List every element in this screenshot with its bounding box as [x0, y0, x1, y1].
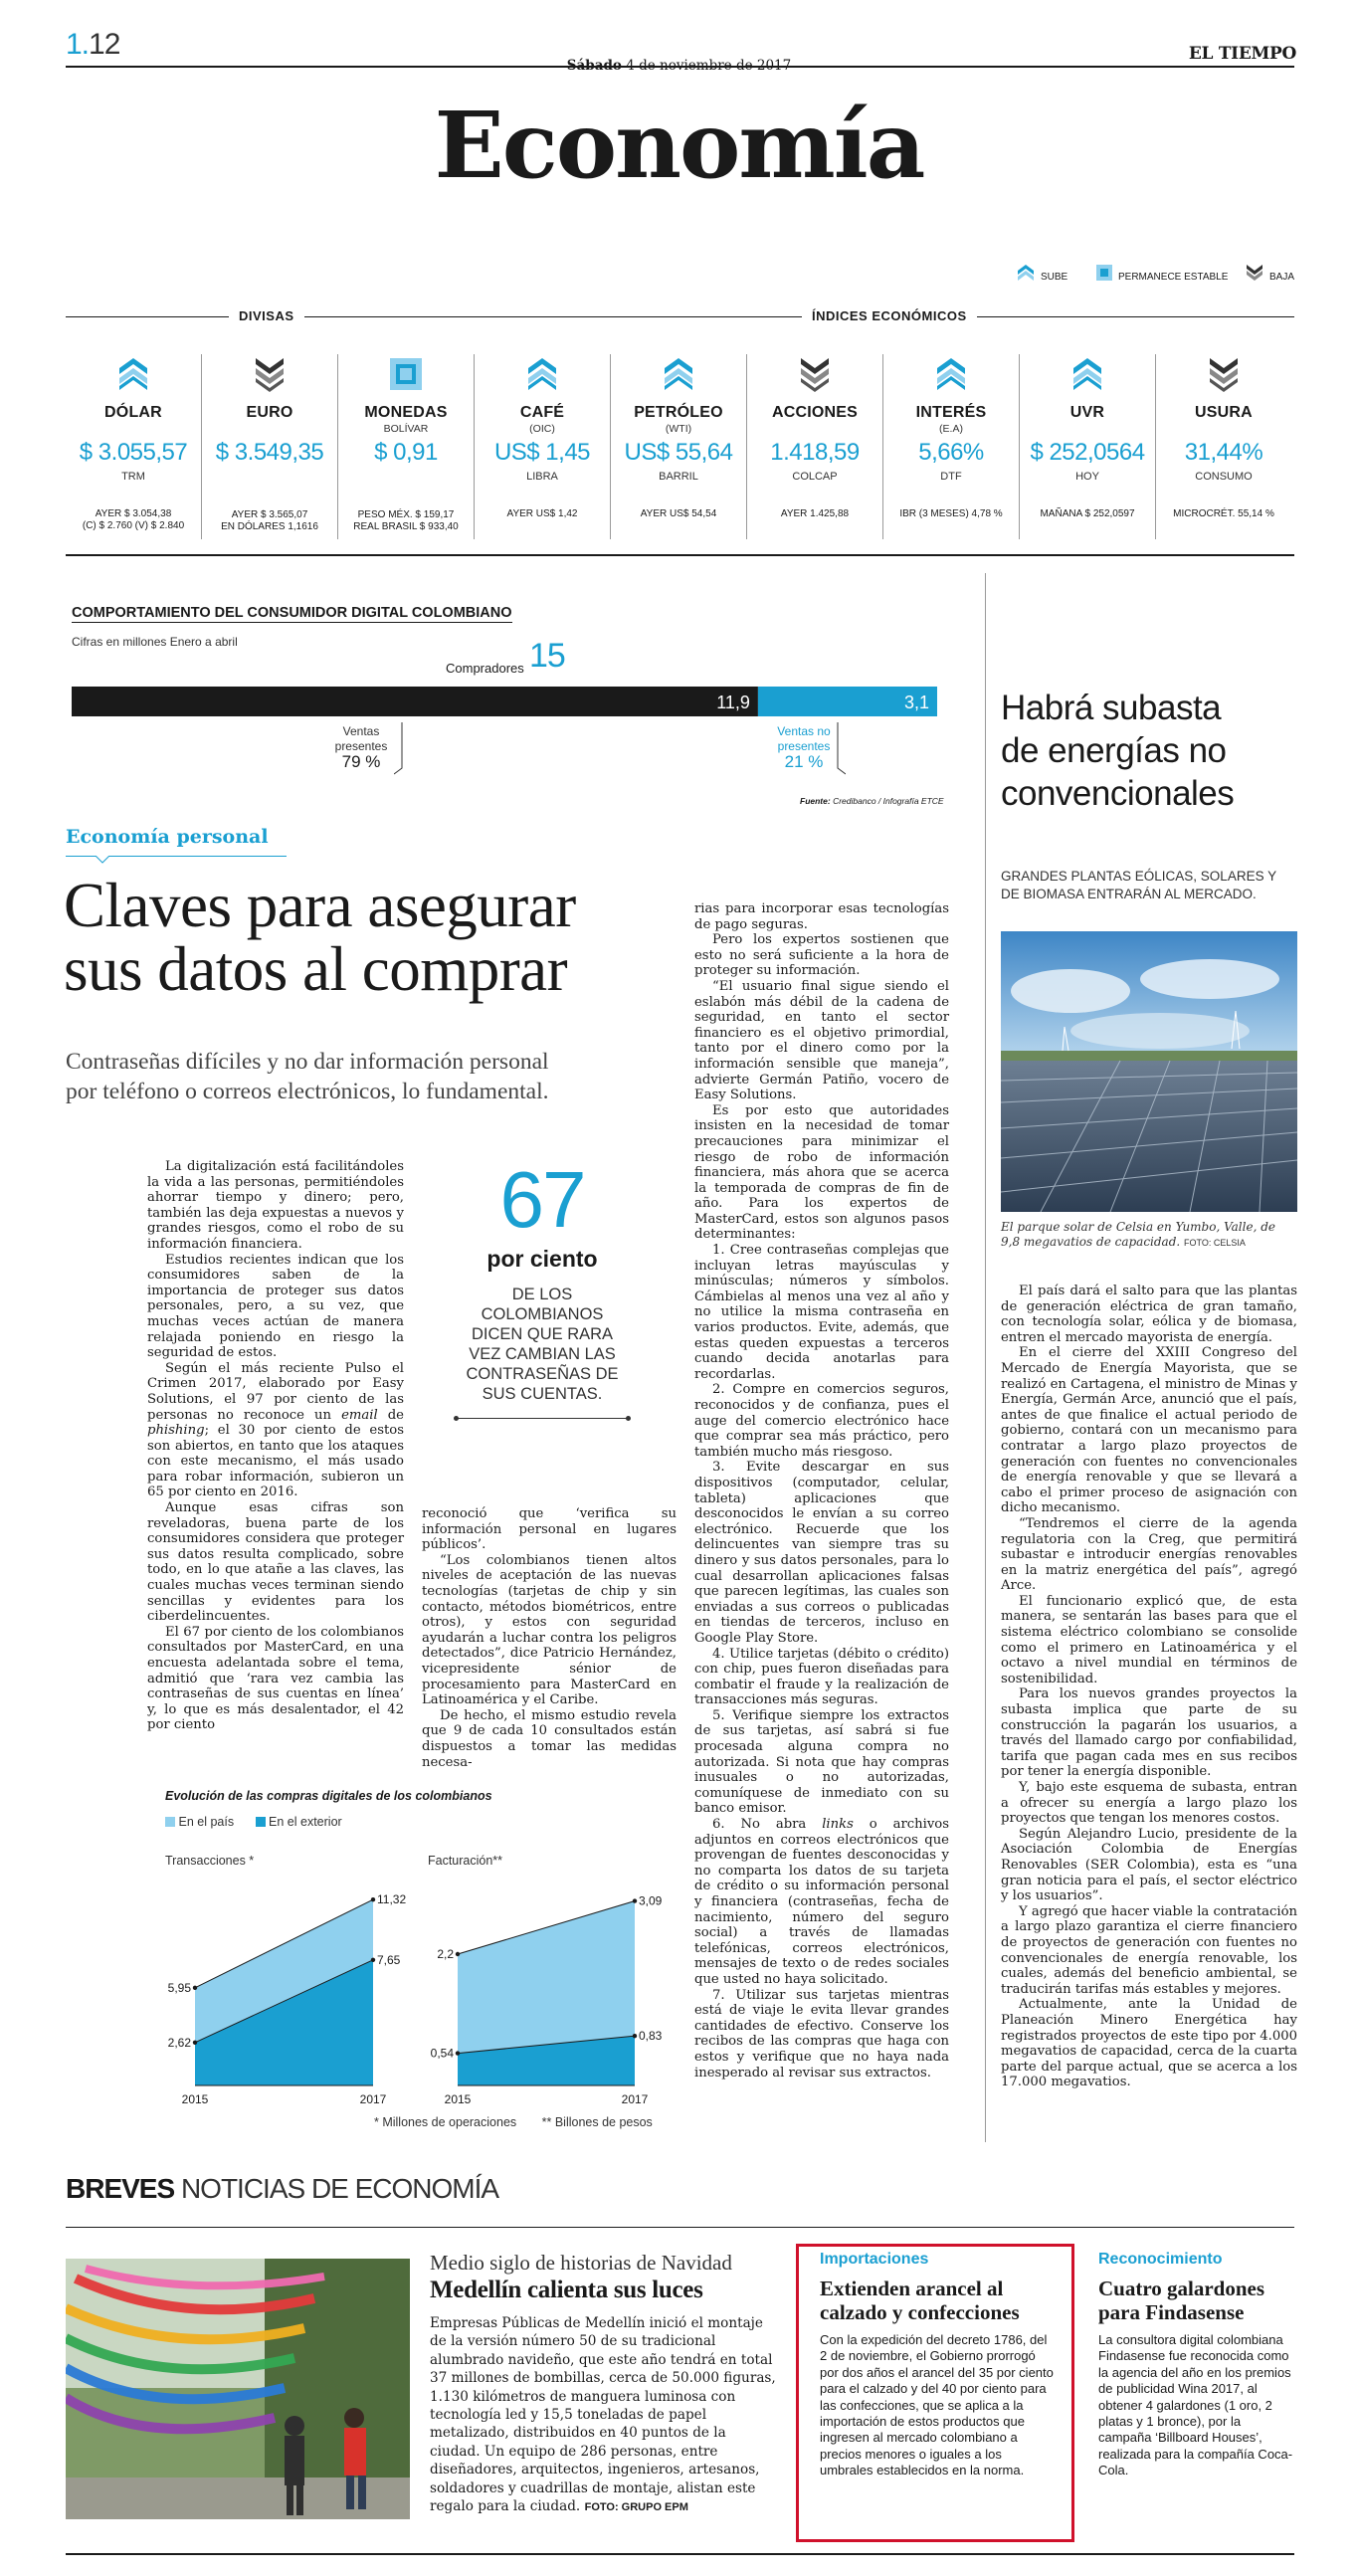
- indicator-name: USURA: [1195, 404, 1253, 421]
- indicator-value: 1.418,59: [770, 439, 860, 466]
- pull-quote-rule: [457, 1418, 628, 1419]
- legend-swatch-pais: [165, 1817, 175, 1827]
- col3-paragraph-8: 4. Utilice tarjetas (débito o crédito) con chip, pues fueron diseñadas para combatir el fraude y la realización de transacciones más seguras.: [694, 1646, 949, 1708]
- point-exterior-1-1: [633, 2034, 637, 2038]
- indicator-value: $ 252,0564: [1030, 439, 1145, 466]
- indices-label: [802, 308, 977, 323]
- indicator-name: PETRÓLEO: [634, 404, 723, 421]
- sidebar-deck: GRANDES PLANTAS EÓLICAS, SOLARES Y DE BIOMASA ENTRARÁN AL MERCADO.: [1001, 869, 1277, 901]
- consumer-bar-chart: [72, 687, 937, 722]
- tick-start-1: 2015: [444, 2092, 472, 2106]
- sidebar-paragraph-2: En el cierre del XXIII Congreso del Mercado de Energía Mayorista, que se realizó en Cartagena, el ministro de Minas y Energía, Germán Arce, anunció que el país, antes de que finalice el actual periodo de gobierno, contará con un mecanismo para contratar a largo plazo proyectos de generación con fuentes no convencionales de energía renovable y que se llevará a cabo el primer proceso de asignación con dicho mecanismo.: [1001, 1345, 1297, 1516]
- footer-rule: [66, 2553, 1294, 2555]
- indicator-foot: [338, 509, 474, 533]
- indicator-sub: [1156, 423, 1291, 435]
- present-sales-value: 11,9: [716, 693, 750, 712]
- article-column-2: [422, 1506, 677, 1770]
- down-arrow-icon: [795, 354, 835, 394]
- point-total-0-0: [193, 1986, 197, 1990]
- deck-line1: Contraseñas difíciles y no dar información personal: [66, 1049, 549, 1075]
- issue-date-day: Sábado: [566, 58, 622, 74]
- col2-paragraph-2: “Los colombianos tienen altos niveles de aceptación de las nuevas tecnologías (tarjetas de chip y sin contacto, métodos biométricos, entre otros), y estos con seguridad ayudarán a luchar contra los peligros detectados”, dice Patricio Hernández, vicepresidente sénior de procesamiento para MasterCard en Latinoamérica y el Caribe.: [422, 1552, 677, 1708]
- indicator-euro: [202, 354, 337, 533]
- headline-line2: sus datos al comprar: [64, 934, 568, 1004]
- indicator-divider: [474, 354, 475, 539]
- col1-paragraph-4: Aunque esas cifras son reveladoras, buena parte de los consumidores considera que proteger sus datos resulta complicado, sobre todo, en lo que atañe a las claves, las cuales muchas veces terminan siendo sencillas y evidentes para los ciberdelincuentes.: [147, 1500, 404, 1625]
- indicator-unit: DTF: [940, 471, 962, 483]
- indicator-divider: [1019, 354, 1020, 539]
- present-pct: 79 %: [341, 752, 381, 771]
- panel-title-0: Transacciones *: [165, 1854, 255, 1868]
- brief3-kicker: Reconocimiento: [1098, 2251, 1223, 2268]
- indicator-foot-line1: AYER US$ 1,42: [506, 508, 578, 519]
- col3-paragraph-6: 2. Compre en comercios seguros, reconocidos y de confianza, pues el auge del comercio electrónico hace que comprar sea más práctico, pero también mucho más riesgoso.: [694, 1382, 949, 1460]
- present-sales-bar: [72, 687, 758, 716]
- down-arrow-icon: [1246, 263, 1263, 283]
- indicator-sub: (E.A): [939, 423, 963, 435]
- buyers-value: 15: [529, 637, 565, 675]
- up-arrow-icon: [659, 354, 698, 394]
- sidebar-headline-line1: Habrá subasta: [1001, 689, 1222, 727]
- indicator-foot-line1: AYER $ 3.054,38: [95, 508, 172, 519]
- indicator-foot: [475, 508, 610, 520]
- brief2-text: Con la expedición del decreto 1786, del 2 de noviembre, el Gobierno prorrogó por dos años el arancel del 35 por ciento para el calzado y del 40 por ciento para las confecciones, que se aplica a la importación de estos productos que ingresen al mercado colombiano a precios menores o iguales a los umbrales establecidos en la norma.: [820, 2332, 1054, 2478]
- sidebar-paragraph-5: Para los nuevos grandes proyectos la subasta implica que parte de su construcción la pagarán los usuarios, a través del llamado cargo por confiabilidad, tarifa que pagan cada mes en sus recibos por tener la energía disponible.: [1001, 1686, 1297, 1780]
- indicator-sub: [202, 423, 337, 435]
- label-total-start-1: 2,2: [437, 1947, 454, 1961]
- indicator-sub: [66, 423, 201, 435]
- nonpresent-pointer: [834, 722, 846, 782]
- pull-quote-number: 67: [499, 1155, 585, 1244]
- section-title: Economía: [434, 92, 924, 199]
- label-total-start-0: 5,95: [167, 1980, 191, 1995]
- sidebar-headline-line3: convencionales: [1001, 774, 1235, 813]
- masthead: EL TIEMPO: [1188, 44, 1296, 64]
- down-arrow-icon: [250, 354, 290, 394]
- sidebar-paragraph-6: Y, bajo este esquema de subasta, entran a ofrecer su energía a largo plazo los proyectos que tengan los menores costos.: [1001, 1780, 1297, 1827]
- indicator-name: INTERÉS: [915, 404, 987, 421]
- indicator-value: US$ 1,45: [493, 439, 591, 466]
- area-note-1: * Millones de operaciones: [374, 2115, 517, 2129]
- label-total-end-1: 3,09: [639, 1893, 663, 1908]
- indicator-unit: TRM: [121, 471, 145, 483]
- indicator-name: EURO: [246, 404, 293, 421]
- indicator-value: US$ 55,64: [624, 439, 733, 466]
- col3-paragraph-5: 1. Cree contraseñas complejas que incluyan letras mayúsculas y minúsculas; números y símbolos. Cámbielas al menos una vez al año y no utilice la misma contraseña en varios productos. Evite, además, que estas queden expuestas a terceros cuando decida anotarlas para recordarlas.: [694, 1243, 949, 1382]
- indicator-foot-line2: EN DÓLARES 1,1616: [221, 521, 318, 532]
- col1-paragraph-1: La digitalización está facilitándoles la vida a las personas, permitiéndoles ahorrar tiempo y dinero; pero, también las deja expuestas a nuevos y grandes riesgos, como el robo de su información financiera.: [147, 1159, 404, 1252]
- indicator-unit: HOY: [1075, 471, 1099, 483]
- present-sales-label: [328, 724, 394, 769]
- photo-caption: [1001, 1220, 1297, 1251]
- indicator-unit: LIBRA: [526, 471, 558, 483]
- point-exterior-0-0: [193, 2041, 197, 2045]
- indicator-foot-line1: AYER $ 3.565,07: [231, 509, 308, 520]
- up-arrow-icon: [1017, 263, 1035, 283]
- page-number: [66, 28, 119, 62]
- sidebar-paragraph-4: El funcionario explicó que, de esta manera, se sentarán las bases para que el sistema eléctrico colombiano se consolide como el primero en Latinoamérica y el octavo a nivel mundial en términos de sostenibilidad.: [1001, 1593, 1297, 1686]
- up-arrow-icon: [931, 354, 971, 394]
- consumer-source-label: Fuente:: [800, 796, 831, 806]
- col3-paragraph-2: Pero los expertos sostienen que esto no será suficiente a la hora de proteger su información.: [694, 932, 949, 979]
- sidebar-headline-line2: de energías no: [1001, 731, 1227, 770]
- tick-end-1: 2017: [621, 2092, 649, 2106]
- indicator-foot: [1020, 508, 1155, 520]
- label-exterior-start-0: 2,62: [167, 2035, 191, 2050]
- nonpresent-sales-value: 3,1: [903, 693, 929, 712]
- sidebar-paragraph-9: Actualmente, ante la Unidad de Planeación Minero Energética hay registrados proyectos de este tipo por 4.000 megavatios de capacidad, cerca de la cuarta parte del parque actual, que se acerca a los 17.000 megavatios.: [1001, 1997, 1297, 2090]
- photo-credit: FOTO: CELSIA: [1184, 1238, 1246, 1248]
- indicator-foot-line1: AYER 1.425,88: [780, 508, 850, 519]
- deck-line2: por teléfono o correos electrónicos, lo fundamental.: [66, 1079, 549, 1104]
- indicator-café: [475, 354, 610, 520]
- point-exterior-0-1: [371, 1958, 375, 1962]
- label-exterior-end-1: 0,83: [639, 2029, 663, 2044]
- brief2-title: Extienden arancel al calzado y confecciones: [820, 2277, 1020, 2324]
- article-headline: [64, 871, 576, 1004]
- page-number-prefix: 1.: [66, 28, 90, 61]
- sidebar-paragraph-3: “Tendremos el cierre de la agenda regulatoria con la Creg, que permitirá subastar e introducir energías renovables en la matriz energética del país”, agregó Arce.: [1001, 1515, 1297, 1594]
- area-chart-title: Evolución de las compras digitales de los colombianos: [165, 1789, 492, 1803]
- indicator-interés: [883, 354, 1019, 520]
- sidebar-paragraph-1: El país dará el salto para que las plantas de generación eléctrica de gran tamaño, con tecnología solar, eólica y de biomasa, entren el mercado mayorista de energía.: [1001, 1284, 1297, 1345]
- sidebar-paragraph-8: Y agregó que hacer viable la contratación a largo plazo garantiza el cierre financiero de proyectos de generación con fuentes no convencionales de energía renovable, los cuales, además del beneficio ambiental, se traducirán tarifas más estables y mejores.: [1001, 1903, 1297, 1997]
- indicator-foot: [66, 508, 201, 532]
- indicator-unit: [202, 471, 337, 484]
- indicator-value: 31,44%: [1184, 439, 1263, 466]
- col3-paragraph-1: rias para incorporar esas tecnologías de pago seguras.: [694, 901, 949, 932]
- indicator-value: $ 3.055,57: [79, 439, 188, 466]
- area-chart-legend: [165, 1815, 342, 1829]
- indicator-uvr: [1020, 354, 1155, 520]
- indicator-monedas: [338, 354, 474, 533]
- indicator-foot-line1: MICROCRÉT. 55,14 %: [1173, 508, 1274, 519]
- indicator-foot-line1: MAÑANA $ 252,0597: [1040, 508, 1135, 519]
- indicator-dólar: [66, 354, 201, 532]
- panel-title-1: Facturación**: [428, 1854, 503, 1868]
- up-arrow-icon: [113, 354, 153, 394]
- nonpresent-pct: 21 %: [784, 752, 824, 771]
- indicator-sub: [1020, 423, 1155, 435]
- brief1-kicker: Medio siglo de historias de Navidad: [430, 2251, 732, 2275]
- point-total-0-1: [371, 1897, 375, 1901]
- tick-end-0: 2017: [359, 2092, 387, 2106]
- indicator-name: MONEDAS: [364, 404, 448, 421]
- indicator-unit: COLCAP: [792, 471, 838, 483]
- brief1-body: Empresas Públicas de Medellín inició el montaje de la versión número 50 de su tradicional alumbrado navideño, que este año tendrá en total 37 millones de bombillas, cerca de 50.000 figuras, 1.130 kilómetros de manguera luminosa con tecnología led y 15,5 toneladas de papel metalizado, distribuidos en 40 puntos de la ciudad. Un equipo de 286 personas, entre diseñadores, arquitectos, ingenieros, artesanos, soldadores y cuadrillas de montaje, alistan este regalo para la ciudad.: [430, 2315, 776, 2515]
- nonpresent-sales-label: [768, 724, 840, 769]
- indicator-sub: [747, 423, 882, 435]
- issue-date-rest: 4 de noviembre de 2017: [626, 58, 792, 74]
- indicator-value: $ 0,91: [374, 439, 438, 466]
- buyers-label: Compradores: [446, 661, 524, 676]
- kicker-notch: [96, 856, 109, 864]
- sidebar-headline: [1001, 687, 1234, 815]
- divisas-label-text: DIVISAS: [239, 308, 294, 323]
- col2-paragraph-3: De hecho, el mismo estudio revela que 9 de cada 10 consultados están dispuestos a tomar las medidas necesa-: [422, 1707, 677, 1770]
- indicator-unit: BARRIL: [659, 471, 698, 483]
- col1-paragraph-3: Según el más reciente Pulso el Crimen 2017, elaborado por Easy Solutions, el 97 por ciento de las personas no reconoce un email de phishing; el 30 por ciento de estos son abiertos, en tanto que los ataques con este mecanismo, el más usado para robar información, subieron un 65 por ciento en 2016.: [147, 1360, 404, 1500]
- indicator-unit: [338, 471, 474, 484]
- solar-park-photo: [1001, 931, 1297, 1212]
- sidebar-paragraph-7: Según Alejandro Lucio, presidente de la Asociación Colombia de Energías Renovables (SER Colombia), esta es “una gran noticia para el país, el sector eléctrico y los usuarios”.: [1001, 1826, 1297, 1904]
- consumer-source-text: Credibanco / Infografía ETCE: [833, 796, 944, 806]
- indicator-foot-line1: PESO MÉX. $ 159,17: [357, 509, 455, 520]
- medellin-lights-photo: [66, 2259, 410, 2519]
- indicators-bottom-rule: [66, 554, 1294, 556]
- nonpresent-label-line2: presentes: [777, 739, 831, 753]
- briefs-rule: [66, 2227, 1294, 2228]
- indicator-usura: [1156, 354, 1291, 520]
- briefs-label-bold: BREVES: [66, 2173, 175, 2204]
- indicator-sub: (WTI): [665, 423, 692, 435]
- indicator-foot-line1: AYER US$ 54,54: [640, 508, 717, 519]
- indicator-unit: CONSUMO: [1195, 471, 1253, 483]
- indicator-foot-line1: IBR (3 MESES) 4,78 %: [899, 508, 1003, 519]
- indicator-foot-line2: (C) $ 2.760 (V) $ 2.840: [82, 520, 185, 531]
- indicator-foot: [202, 509, 337, 533]
- indicator-foot: [1156, 508, 1291, 520]
- point-total-1-0: [456, 1952, 460, 1956]
- up-arrow-icon: [522, 354, 562, 394]
- nonpresent-label-line1: Ventas no: [777, 724, 831, 738]
- indicator-value: $ 3.549,35: [215, 439, 324, 466]
- brief1-title: Medellín calienta sus luces: [430, 2277, 703, 2303]
- indicator-divider: [201, 354, 202, 539]
- article-column-1: [147, 1159, 404, 1733]
- brief3-text: La consultora digital colombiana Findasense fue reconocida como la agencia del año en los premios de publicidad Wina 2017, al obtener 4 galardones (1 oro, 2 platas y 1 bronce), por la campaña ‘Billboard Houses’, realizada para la compañía Coca-Cola.: [1098, 2332, 1293, 2478]
- label-total-end-0: 11,32: [377, 1892, 407, 1907]
- indicator-foot: [747, 508, 882, 520]
- legend-label-exterior: En el exterior: [269, 1815, 342, 1829]
- issue-date: [0, 58, 1358, 74]
- indicator-divider: [610, 354, 611, 539]
- brief3-title: Cuatro galardones para Findasense: [1098, 2277, 1265, 2324]
- indicator-name: DÓLAR: [104, 404, 162, 421]
- consumer-source: [800, 796, 944, 806]
- article-column-3: [694, 901, 949, 2081]
- indicator-name: ACCIONES: [771, 404, 859, 421]
- brief1-text: [430, 2314, 778, 2516]
- point-total-1-1: [633, 1898, 637, 1902]
- indicator-foot-line2: REAL BRASIL $ 933,40: [353, 521, 459, 532]
- present-pointer: [394, 722, 406, 782]
- area-chart-notes: [374, 2115, 653, 2129]
- indicator-foot: [611, 508, 746, 520]
- indicator-name: UVR: [1069, 404, 1105, 421]
- legend-stable-label: PERMANECE ESTABLE: [1118, 272, 1229, 283]
- up-arrow-icon: [1067, 354, 1107, 394]
- legend-label-pais: En el país: [178, 1815, 235, 1829]
- col2-paragraph-1: reconoció que ‘verifica su información personal en lugares públicos’.: [422, 1506, 677, 1553]
- indicator-name: CAFÉ: [519, 404, 565, 421]
- indicator-sub: BOLÍVAR: [383, 423, 429, 435]
- indices-label-text: ÍNDICES ECONÓMICOS: [812, 308, 967, 323]
- col3-paragraph-11: 7. Utilizar sus tarjetas mientras está de viaje le evita llevar grandes cantidades de efectivo. Conserve los recibos de las compras que haga con estos y verifique que no haya nada inesperado al revisar sus extractos.: [694, 1987, 949, 2081]
- sidebar-body: [1001, 1284, 1297, 2090]
- present-label-line2: presentes: [334, 739, 388, 753]
- tick-start-0: 2015: [181, 2092, 209, 2106]
- col3-paragraph-10: 6. No abra links o archivos adjuntos en correos electrónicos que provengan de fuentes desconocidas y no comparta los datos de su tarjeta de crédito o su información personal y financiera (contraseñas, fecha de nacimiento, número del seguro social) a través de llamadas telefónicas, correos electrónicos, mensajes de texto o de redes sociales que usted no haya solicitado.: [694, 1817, 950, 1987]
- indicator-divider: [1155, 354, 1156, 539]
- consumer-chart-subtitle: Cifras en millones Enero a abril: [72, 635, 238, 649]
- legend-down-label: BAJA: [1269, 272, 1295, 283]
- label-exterior-start-1: 0,54: [430, 2046, 454, 2061]
- brief2-kicker: Importaciones: [820, 2251, 929, 2268]
- sidebar-divider: [985, 573, 986, 2142]
- down-arrow-icon: [1204, 354, 1244, 394]
- indicator-divider: [337, 354, 338, 539]
- article-kicker: Economía personal: [66, 826, 269, 848]
- col3-paragraph-7: 3. Evite descargar en sus dispositivos (computador, celular, tableta) aplicaciones que desconocidos le envían a su correo electrónico. Recuerde que los delincuentes van siempre tras su dinero y sus datos personales, para lo cual desarrollan aplicaciones falsas que parecen legítimas, las cuales son enviadas a sus correos o publicadas en tiendas de terceros, incluso en Google Play Store.: [694, 1460, 949, 1646]
- photo-caption-text: El parque solar de Celsia en Yumbo, Valle, de 9,8 megavatios de capacidad.: [1001, 1220, 1275, 1249]
- indicator-foot: [883, 508, 1019, 520]
- divisas-label: [229, 308, 304, 323]
- stable-square-icon: [386, 354, 426, 394]
- briefs-label: [66, 2173, 498, 2205]
- article-deck: [66, 1047, 549, 1106]
- col3-paragraph-9: 5. Verifique siempre los extractos de sus tarjetas, así sabrá si fue procesada alguna compra no autorizada. Si nota que hay compras inusuales o no autorizadas, comuníquese de inmediato con su banco emisor.: [694, 1707, 949, 1817]
- col3-paragraph-4: Es por esto que autoridades insisten en la necesidad de tomar precauciones para minimizar el riesgo de robo de información financiera, más ahora que se acerca la temporada de compras de fin de año. Para los expertos de MasterCard, estos son algunos pasos determinantes:: [694, 1102, 949, 1243]
- consumer-chart-title: COMPORTAMIENTO DEL CONSUMIDOR DIGITAL COLOMBIANO: [72, 605, 512, 621]
- point-exterior-1-0: [456, 2051, 460, 2055]
- indicator-divider: [882, 354, 883, 539]
- area-note-2: ** Billones de pesos: [541, 2115, 653, 2129]
- page-number-value: 12: [89, 28, 120, 61]
- pull-quote: [422, 1155, 663, 1419]
- pull-quote-unit: por ciento: [486, 1246, 598, 1272]
- present-label-line1: Ventas: [342, 724, 380, 738]
- label-exterior-end-0: 7,65: [377, 1952, 401, 1967]
- indicator-acciones: [747, 354, 882, 520]
- area-chart: [159, 1849, 677, 2127]
- headline-line1: Claves para asegurar: [64, 871, 576, 940]
- indicator-value: 5,66%: [918, 439, 984, 466]
- stable-square-icon: [1096, 265, 1112, 281]
- indicator-divider: [746, 354, 747, 539]
- col1-paragraph-2: Estudios recientes indican que los consumidores saben de la importancia de proteger sus datos personales, pero, a su vez, que muchas veces actúan de manera relajada poniendo en riesgo la seguridad de estos.: [147, 1252, 404, 1361]
- pull-quote-text: DE LOS COLOMBIANOS DICEN QUE RARA VEZ CAMBIAN LAS CONTRASEÑAS DE SUS CUENTAS.: [466, 1286, 619, 1403]
- indicator-sub: (OIC): [529, 423, 555, 435]
- legend-swatch-exterior: [256, 1817, 266, 1827]
- legend-up-label: SUBE: [1041, 272, 1068, 283]
- col1-paragraph-5: El 67 por ciento de los colombianos consultados por MasterCard, en una encuesta adelantada sobre el tema, admitió que ‘rara vez cambia las contraseñas de sus cuentas en línea’ y, lo que es más desalentador, el 42 por ciento: [147, 1624, 404, 1733]
- brief1-credit: FOTO: GRUPO EPM: [584, 2501, 688, 2514]
- col3-paragraph-3: “El usuario final sigue siendo el eslabón más débil de la cadena de seguridad, en tanto el sector financiero es el objetivo primordial, tanto por el dinero como por la información sensible que maneja”, advierte Germán Patiño, vocero de Easy Solutions.: [694, 978, 949, 1103]
- briefs-label-light: NOTICIAS DE ECONOMÍA: [180, 2173, 499, 2204]
- indicator-petróleo: [611, 354, 746, 520]
